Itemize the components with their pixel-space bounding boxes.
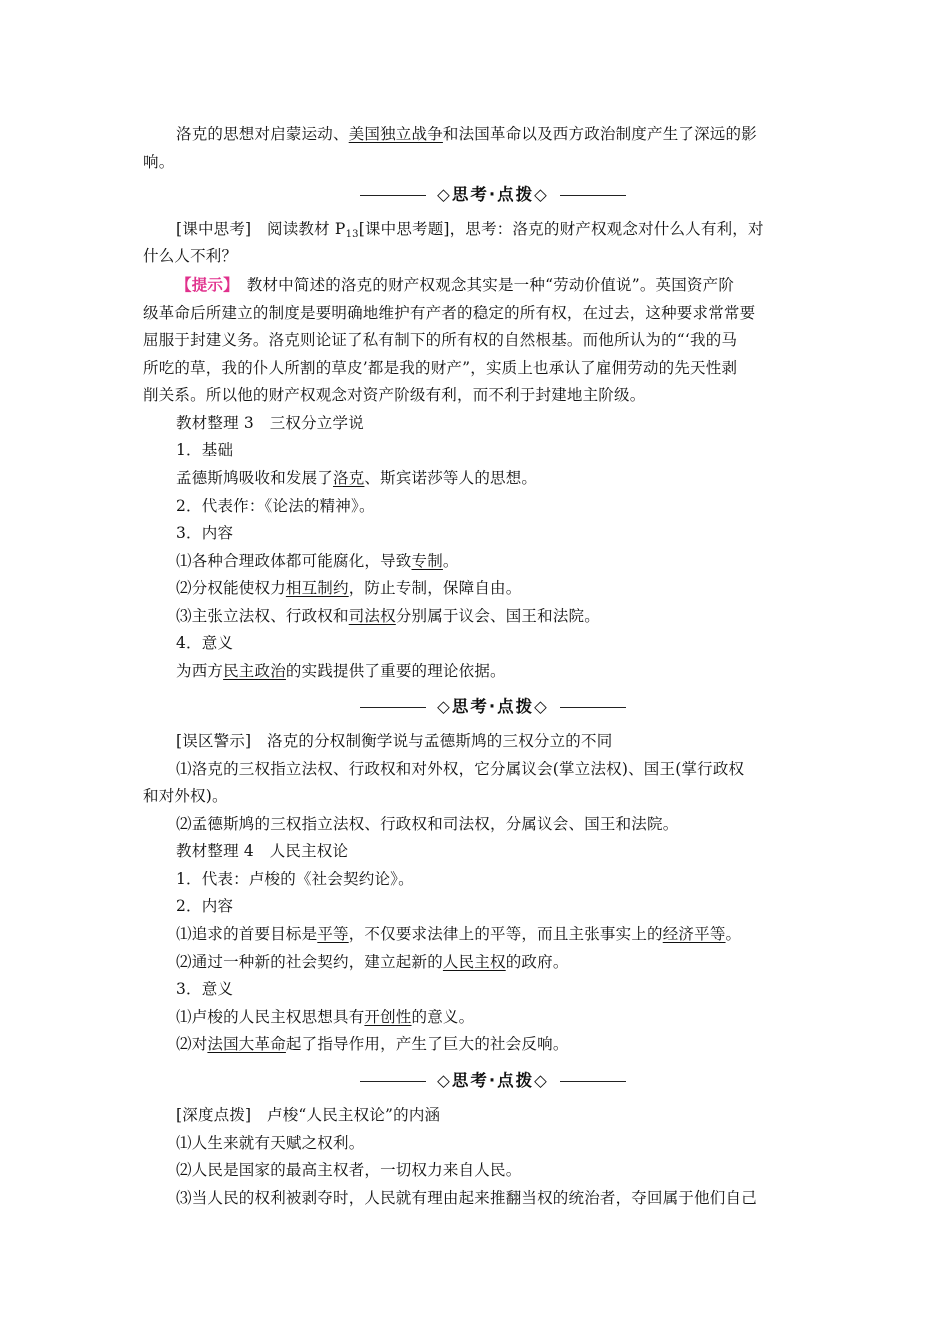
deep-line-2: ⑴人生来就有天赋之权利。 [176,1134,365,1152]
warning-line-2: ⑴洛克的三权指立法权、行政权和对外权，它分属议会(掌立法权)、国王(掌行政权 [176,760,745,778]
item-heading: 2．代表作：《论法的精神》。 [176,497,375,515]
item-text: 为西方民主政治的实践提供了重要的理论依据。 [176,662,506,680]
underlined-answer: 美国独立战争 [348,125,443,143]
question-tag: [课中思考] [176,220,252,238]
underlined-answer: 专制 [411,552,443,570]
item-text: ⑴各种合理政体都可能腐化，导致专制。 [176,552,459,570]
item-text: 孟德斯鸠吸收和发展了洛克、斯宾诺莎等人的思想。 [176,469,538,487]
underlined-answer: 相互制约 [285,579,349,597]
item-text: ⑵通过一种新的社会契约，建立起新的人民主权的政府。 [176,953,569,971]
divider-label: 思考·点拨 [451,697,535,716]
item-text: ⑵对法国大革命起了指导作用，产生了巨大的社会反响。 [176,1035,569,1053]
divider-line-left [360,1081,426,1082]
underlined-answer: 人民主权 [442,953,506,971]
hint-tag: 【提示】 [176,275,232,294]
item-text: ⑶主张立法权、行政权和司法权分别属于议会、国王和法院。 [176,607,600,625]
diamond-icon: ◇ [437,697,452,716]
warning-line-1: [误区警示] 洛克的分权制衡学说与孟德斯鸠的三权分立的不同 [176,732,613,750]
diamond-icon: ◇ [534,697,549,716]
item-heading: 3．内容 [176,524,234,542]
item-text: ⑵分权能使权力相互制约，防止专制，保障自由。 [176,579,522,597]
underlined-answer: 开创性 [364,1008,412,1026]
underlined-answer: 民主政治 [223,662,286,680]
item-heading: 2．内容 [176,897,234,915]
divider-line-right [560,195,626,196]
question-line-2: 什么人不利？ [143,247,238,265]
hint-line-4: 所吃的草，我的仆人所割的草皮’都是我的财产”，实质上也承认了雇佣劳动的先天性剥 [143,359,738,377]
hint-line-1: 【提示】 教材中简述的洛克的财产权观念其实是一种“劳动价值说”。英国资产阶 [176,275,735,294]
underlined-answer: 洛克 [333,469,365,487]
warning-tag: [误区警示] [176,732,252,750]
section-divider [360,184,626,206]
section-divider [360,696,626,718]
diamond-icon: ◇ [437,185,452,204]
deep-line-3: ⑵人民是国家的最高主权者，一切权力来自人民。 [176,1161,522,1179]
underlined-answer: 平等 [317,925,349,943]
deep-tag: [深度点拨] [176,1106,252,1124]
question-line-1: [课中思考] 阅读教材 P13[课中思考题]，思考：洛克的财产权观念对什么人有利，对 [176,220,764,240]
hint-line-2: 级革命后所建立的制度是要明确地维护有产者的稳定的所有权，在过去，这种要求常常要 [143,304,756,322]
item-text: ⑴追求的首要目标是平等，不仅要求法律上的平等，而且主张事实上的经济平等。 [176,925,742,943]
diamond-icon: ◇ [534,1071,549,1090]
divider-line-left [360,195,426,196]
item-text: ⑴卢梭的人民主权思想具有开创性的意义。 [176,1008,475,1026]
deep-line-1: [深度点拨] 卢梭“人民主权论”的内涵 [176,1106,441,1124]
diamond-icon: ◇ [437,1071,452,1090]
item-heading: 3．意义 [176,980,234,998]
underlined-answer: 经济平等 [662,925,726,943]
warning-line-4: ⑵孟德斯鸠的三权指立法权、行政权和司法权，分属议会、国王和法院。 [176,815,679,833]
item-heading: 1．代表：卢梭的《社会契约论》。 [176,870,414,888]
section-divider [360,1070,626,1092]
warning-line-3: 和对外权)。 [143,787,228,805]
section-heading: 教材整理 4 人民主权论 [176,842,349,860]
divider-line-right [560,707,626,708]
hint-line-5: 削关系。所以他的财产权观念对资产阶级有利，而不利于封建地主阶级。 [143,386,646,404]
locke-paragraph-line-2: 响。 [143,153,175,171]
hint-line-3: 屈服于封建义务。洛克则论证了私有制下的所有权的自然根基。而他所认为的“‘我的马 [143,331,738,349]
underlined-answer: 司法权 [348,607,396,625]
section-heading: 教材整理 3 三权分立学说 [176,414,364,432]
divider-label: 思考·点拨 [451,185,535,204]
locke-paragraph-line-1: 洛克的思想对启蒙运动、美国独立战争和法国革命以及西方政治制度产生了深远的影 [176,125,757,143]
divider-label: 思考·点拨 [451,1071,535,1090]
item-heading: 1．基础 [176,441,234,459]
divider-line-left [360,707,426,708]
divider-line-right [560,1081,626,1082]
diamond-icon: ◇ [534,185,549,204]
deep-line-4: ⑶当人民的权利被剥夺时，人民就有理由起来推翻当权的统治者，夺回属于他们自己 [176,1189,757,1207]
item-heading: 4．意义 [176,634,234,652]
underlined-answer: 法国大革命 [207,1035,286,1053]
